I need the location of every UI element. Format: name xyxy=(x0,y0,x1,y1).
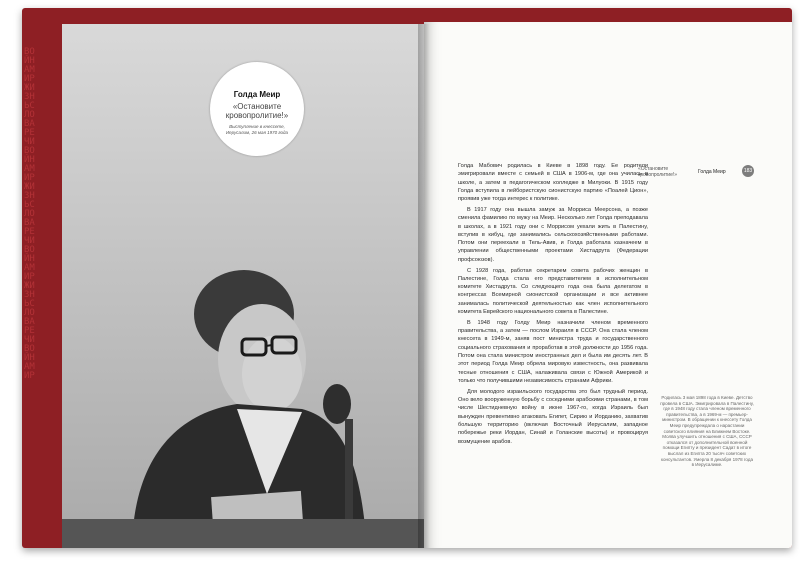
paragraph: В 1917 году она вышла замуж за Морриса Меерсона, а позже сменила фамилию по мужу на Меир. Несколько лет Голда преподавала в школах, а в 1921 году они с Моррисом уехали жить в Палестину, вступив в кибуц, где занимались сельскохозяйственными работами. Потом они переехали в Тель-Авив, и Голда работала казначеем в управлении общественными проектами Хистадрута (Федерации профсоюзов). xyxy=(458,206,648,263)
running-name: Голда Меир xyxy=(698,169,726,175)
paragraph: Голда Мабович родилась в Киеве в 1898 году. Ее родители эмигрировали вместе с семьей в США в 1906-м, где она училась в школе, а затем в педагогическом колледже в Милуоки. В 1915 году Голда вступила в лейбористскую сионистскую партию «Поалей Цион», проявив уже тогда интерес к политике. xyxy=(458,163,648,203)
paragraph: Для молодого израильского государства это был трудный период. Оно вело вооруженную борьбу с соседними арабскими странами, в том числе Шестидневную войну в июне 1967-го, когда Израиль был вынужден превентивно атаковать Египет, Сирию и Иорданию, захватив большую территорию (включая Восточный Иерусалим, западное побережье реки Иордан, Синай и Голанские высоты) и провоцируя возмущение арабов. xyxy=(458,388,648,445)
page-gutter xyxy=(418,24,430,548)
page-number: 183 xyxy=(742,165,754,177)
left-page-photo xyxy=(62,24,424,548)
speech-title: «Остановите кровопролитие!» xyxy=(225,102,289,120)
running-title: «Остановите кровопролитие!» xyxy=(638,166,678,178)
biography-text xyxy=(458,162,648,448)
paragraph: В 1948 году Голду Меир назначили членом временного правительства, а затем — послом Израиля в СССР. Она стала членом кнессета в 1949-м, заняв пост министра труда и государственного социального страхования и проработав в этой должности до 1956 года. Потом она стала министром иностранных дел и была им десять лет. В этот период Голда Меир обрела мировую известность, она развивала тесные отношения с США, налаживала связи с Южной Америкой и только что получившими независимость странами Африки. xyxy=(458,319,648,384)
right-page xyxy=(424,22,792,548)
quote-badge xyxy=(210,62,304,156)
cover-edge-text: ВОЙНАМИРЖИЗНЬСЛОВАРЕЧИВОЙНАМИРЖИЗНЬСЛОВАРЕЧИВОЙНАМИРЖИЗНЬСЛОВАРЕЧИВОЙНАМИР xyxy=(24,47,35,381)
speech-caption: Выступление в кнессете, Иерусалим, 26 мая 1970 года xyxy=(225,124,289,135)
paragraph: С 1928 года, работая секретарем совета рабочих женщин в Палестине, Голда стала его представителем в исполнительном комитете Хистадрута. Со следующего года она была делегатом в конгрессах Всемирной сионистской организации и все активнее занималась политической деятельностью как член исполнительного комитета Еврейского национального совета в Палестине. xyxy=(458,267,648,316)
book-spread xyxy=(22,8,792,548)
sidenote: Родилась 3 мая 1898 года в Киеве. Детство провела в США. Эмигрировала в Палестину, где в 1948 году стала членом временного правительства, а в 1969-м — премьер-министром. В обращении к кнессету Голда Меир предупреждала о нарастании советского влияния на Ближнем Востоке. Молва улучшить отношения с США, СССР отказался от дополнительной военной помощи Египту и президент Садат в итоге выслал из Египта 20 тысяч советских консультантов. Умерла 8 декабря 1978 года в Иерусалиме. xyxy=(660,395,754,468)
speaker-name: Голда Меир xyxy=(233,90,281,99)
